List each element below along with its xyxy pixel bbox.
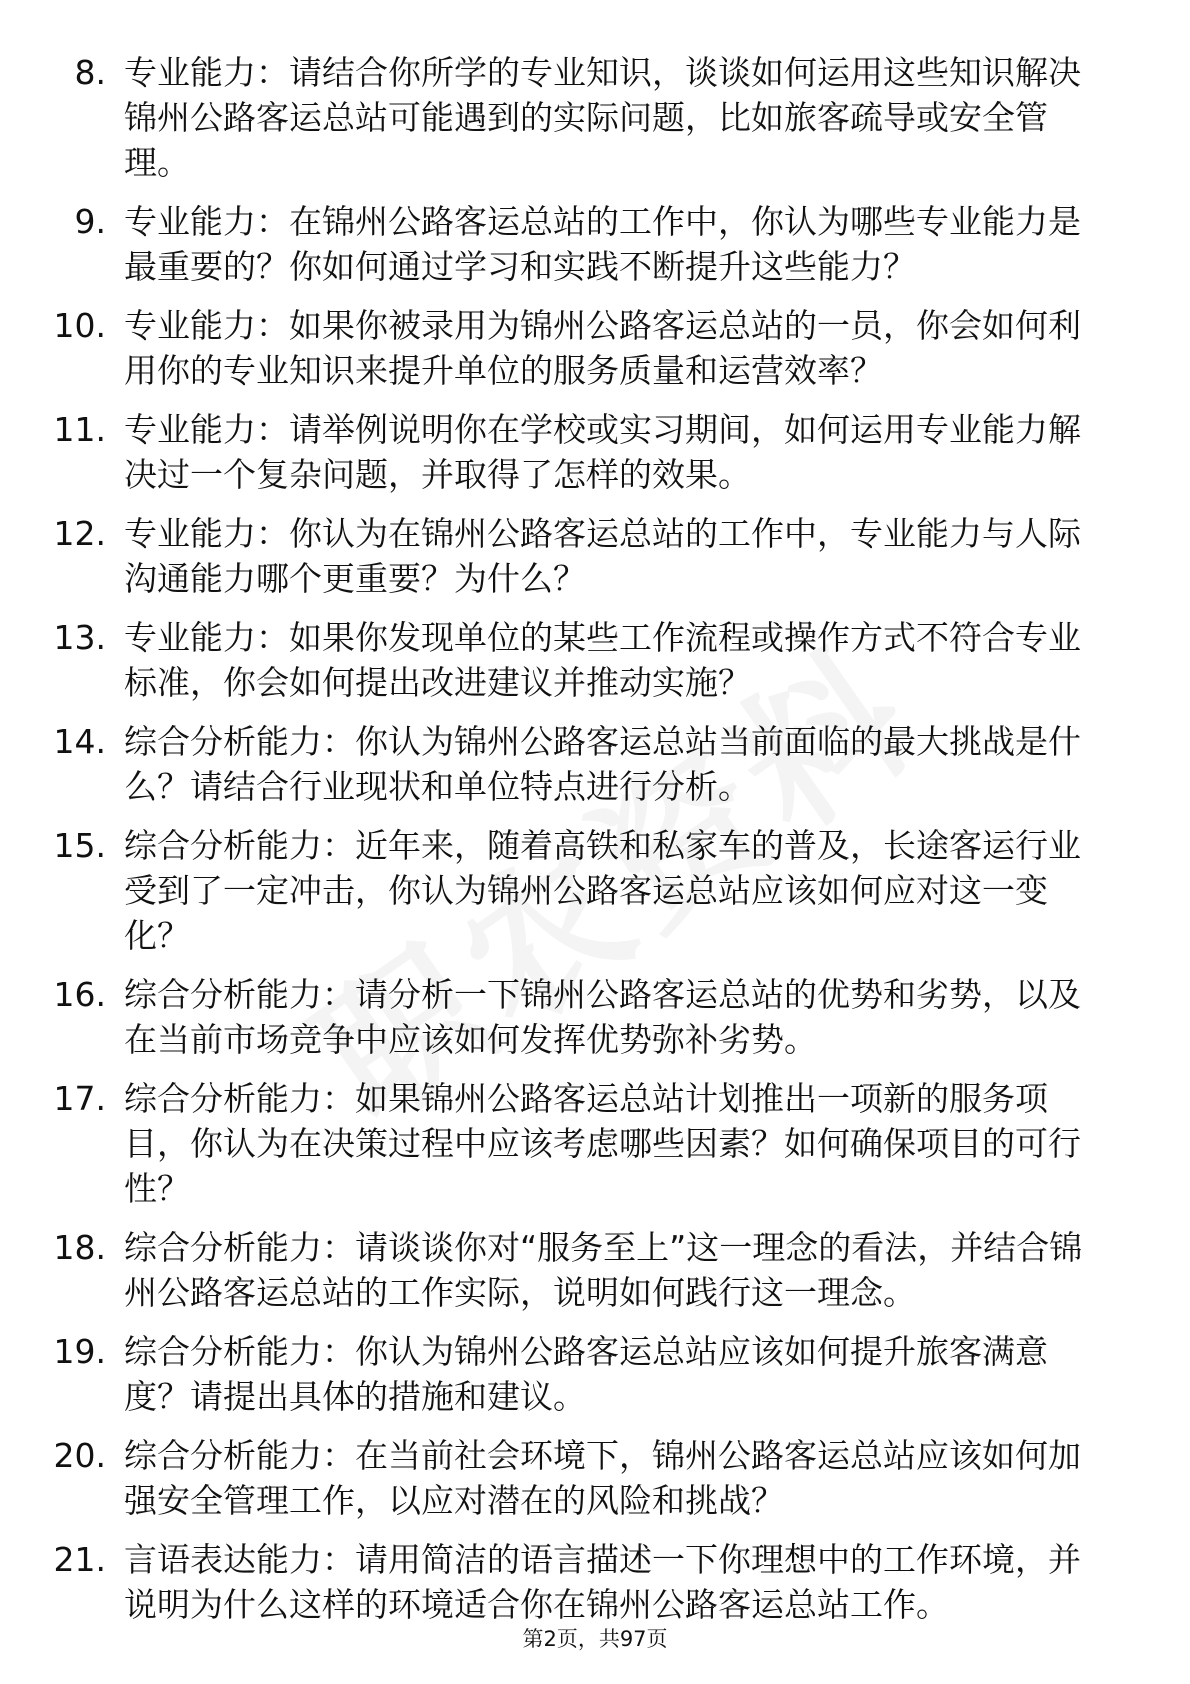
question-item xyxy=(40,50,1110,185)
question-item xyxy=(40,1225,1110,1315)
question-number: 20. xyxy=(53,1436,106,1475)
question-text: 综合分析能力：请谈谈你对“服务至上”这一理念的看法，并结合锦州公路客运总站的工作实际，说明如何践行这一理念。 xyxy=(124,1228,1083,1312)
question-item xyxy=(40,719,1110,809)
question-item xyxy=(40,823,1110,958)
question-text: 综合分析能力：你认为锦州公路客运总站当前面临的最大挑战是什么？请结合行业现状和单位特点进行分析。 xyxy=(124,722,1081,806)
question-number: 17. xyxy=(53,1079,106,1118)
question-item xyxy=(40,303,1110,393)
question-text: 专业能力：如果你被录用为锦州公路客运总站的一员，你会如何利用你的专业知识来提升单位的服务质量和运营效率？ xyxy=(124,306,1081,390)
question-text: 专业能力：在锦州公路客运总站的工作中，你认为哪些专业能力是最重要的？你如何通过学习和实践不断提升这些能力？ xyxy=(124,202,1081,286)
question-text: 综合分析能力：近年来，随着高铁和私家车的普及，长途客运行业受到了一定冲击，你认为锦州公路客运总站应该如何应对这一变化？ xyxy=(124,826,1081,955)
question-number: 19. xyxy=(53,1332,106,1371)
question-number: 18. xyxy=(53,1228,106,1267)
question-item xyxy=(40,1329,1110,1419)
question-item xyxy=(40,511,1110,601)
question-number: 14. xyxy=(53,722,106,761)
question-list xyxy=(40,50,1110,1641)
question-text: 综合分析能力：请分析一下锦州公路客运总站的优势和劣势，以及在当前市场竞争中应该如何发挥优势弥补劣势。 xyxy=(124,975,1081,1059)
question-text: 专业能力：请结合你所学的专业知识，谈谈如何运用这些知识解决锦州公路客运总站可能遇到的实际问题，比如旅客疏导或安全管理。 xyxy=(124,53,1081,182)
question-number: 12. xyxy=(53,514,106,553)
question-text: 言语表达能力：请用简洁的语言描述一下你理想中的工作环境，并说明为什么这样的环境适合你在锦州公路客运总站工作。 xyxy=(124,1540,1081,1624)
question-text: 综合分析能力：如果锦州公路客运总站计划推出一项新的服务项目，你认为在决策过程中应该考虑哪些因素？如何确保项目的可行性？ xyxy=(124,1079,1081,1208)
question-item xyxy=(40,615,1110,705)
question-item xyxy=(40,1076,1110,1211)
question-item xyxy=(40,407,1110,497)
question-text: 综合分析能力：你认为锦州公路客运总站应该如何提升旅客满意度？请提出具体的措施和建议。 xyxy=(124,1332,1048,1416)
page-footer: 第2页，共97页 xyxy=(522,1627,668,1651)
question-number: 10. xyxy=(53,306,106,345)
question-text: 专业能力：请举例说明你在学校或实习期间，如何运用专业能力解决过一个复杂问题，并取得了怎样的效果。 xyxy=(124,410,1081,494)
question-item xyxy=(40,972,1110,1062)
question-item xyxy=(40,199,1110,289)
question-number: 8. xyxy=(74,53,106,92)
question-number: 13. xyxy=(53,618,106,657)
question-number: 15. xyxy=(53,826,106,865)
question-number: 21. xyxy=(53,1540,106,1579)
question-number: 9. xyxy=(74,202,106,241)
question-text: 专业能力：你认为在锦州公路客运总站的工作中，专业能力与人际沟通能力哪个更重要？为什么？ xyxy=(124,514,1081,598)
question-number: 16. xyxy=(53,975,106,1014)
question-text: 专业能力：如果你发现单位的某些工作流程或操作方式不符合专业标准，你会如何提出改进建议并推动实施？ xyxy=(124,618,1081,702)
question-item xyxy=(40,1537,1110,1627)
question-item xyxy=(40,1433,1110,1523)
question-text: 综合分析能力：在当前社会环境下，锦州公路客运总站应该如何加强安全管理工作，以应对潜在的风险和挑战？ xyxy=(124,1436,1081,1520)
question-number: 11. xyxy=(53,410,106,449)
